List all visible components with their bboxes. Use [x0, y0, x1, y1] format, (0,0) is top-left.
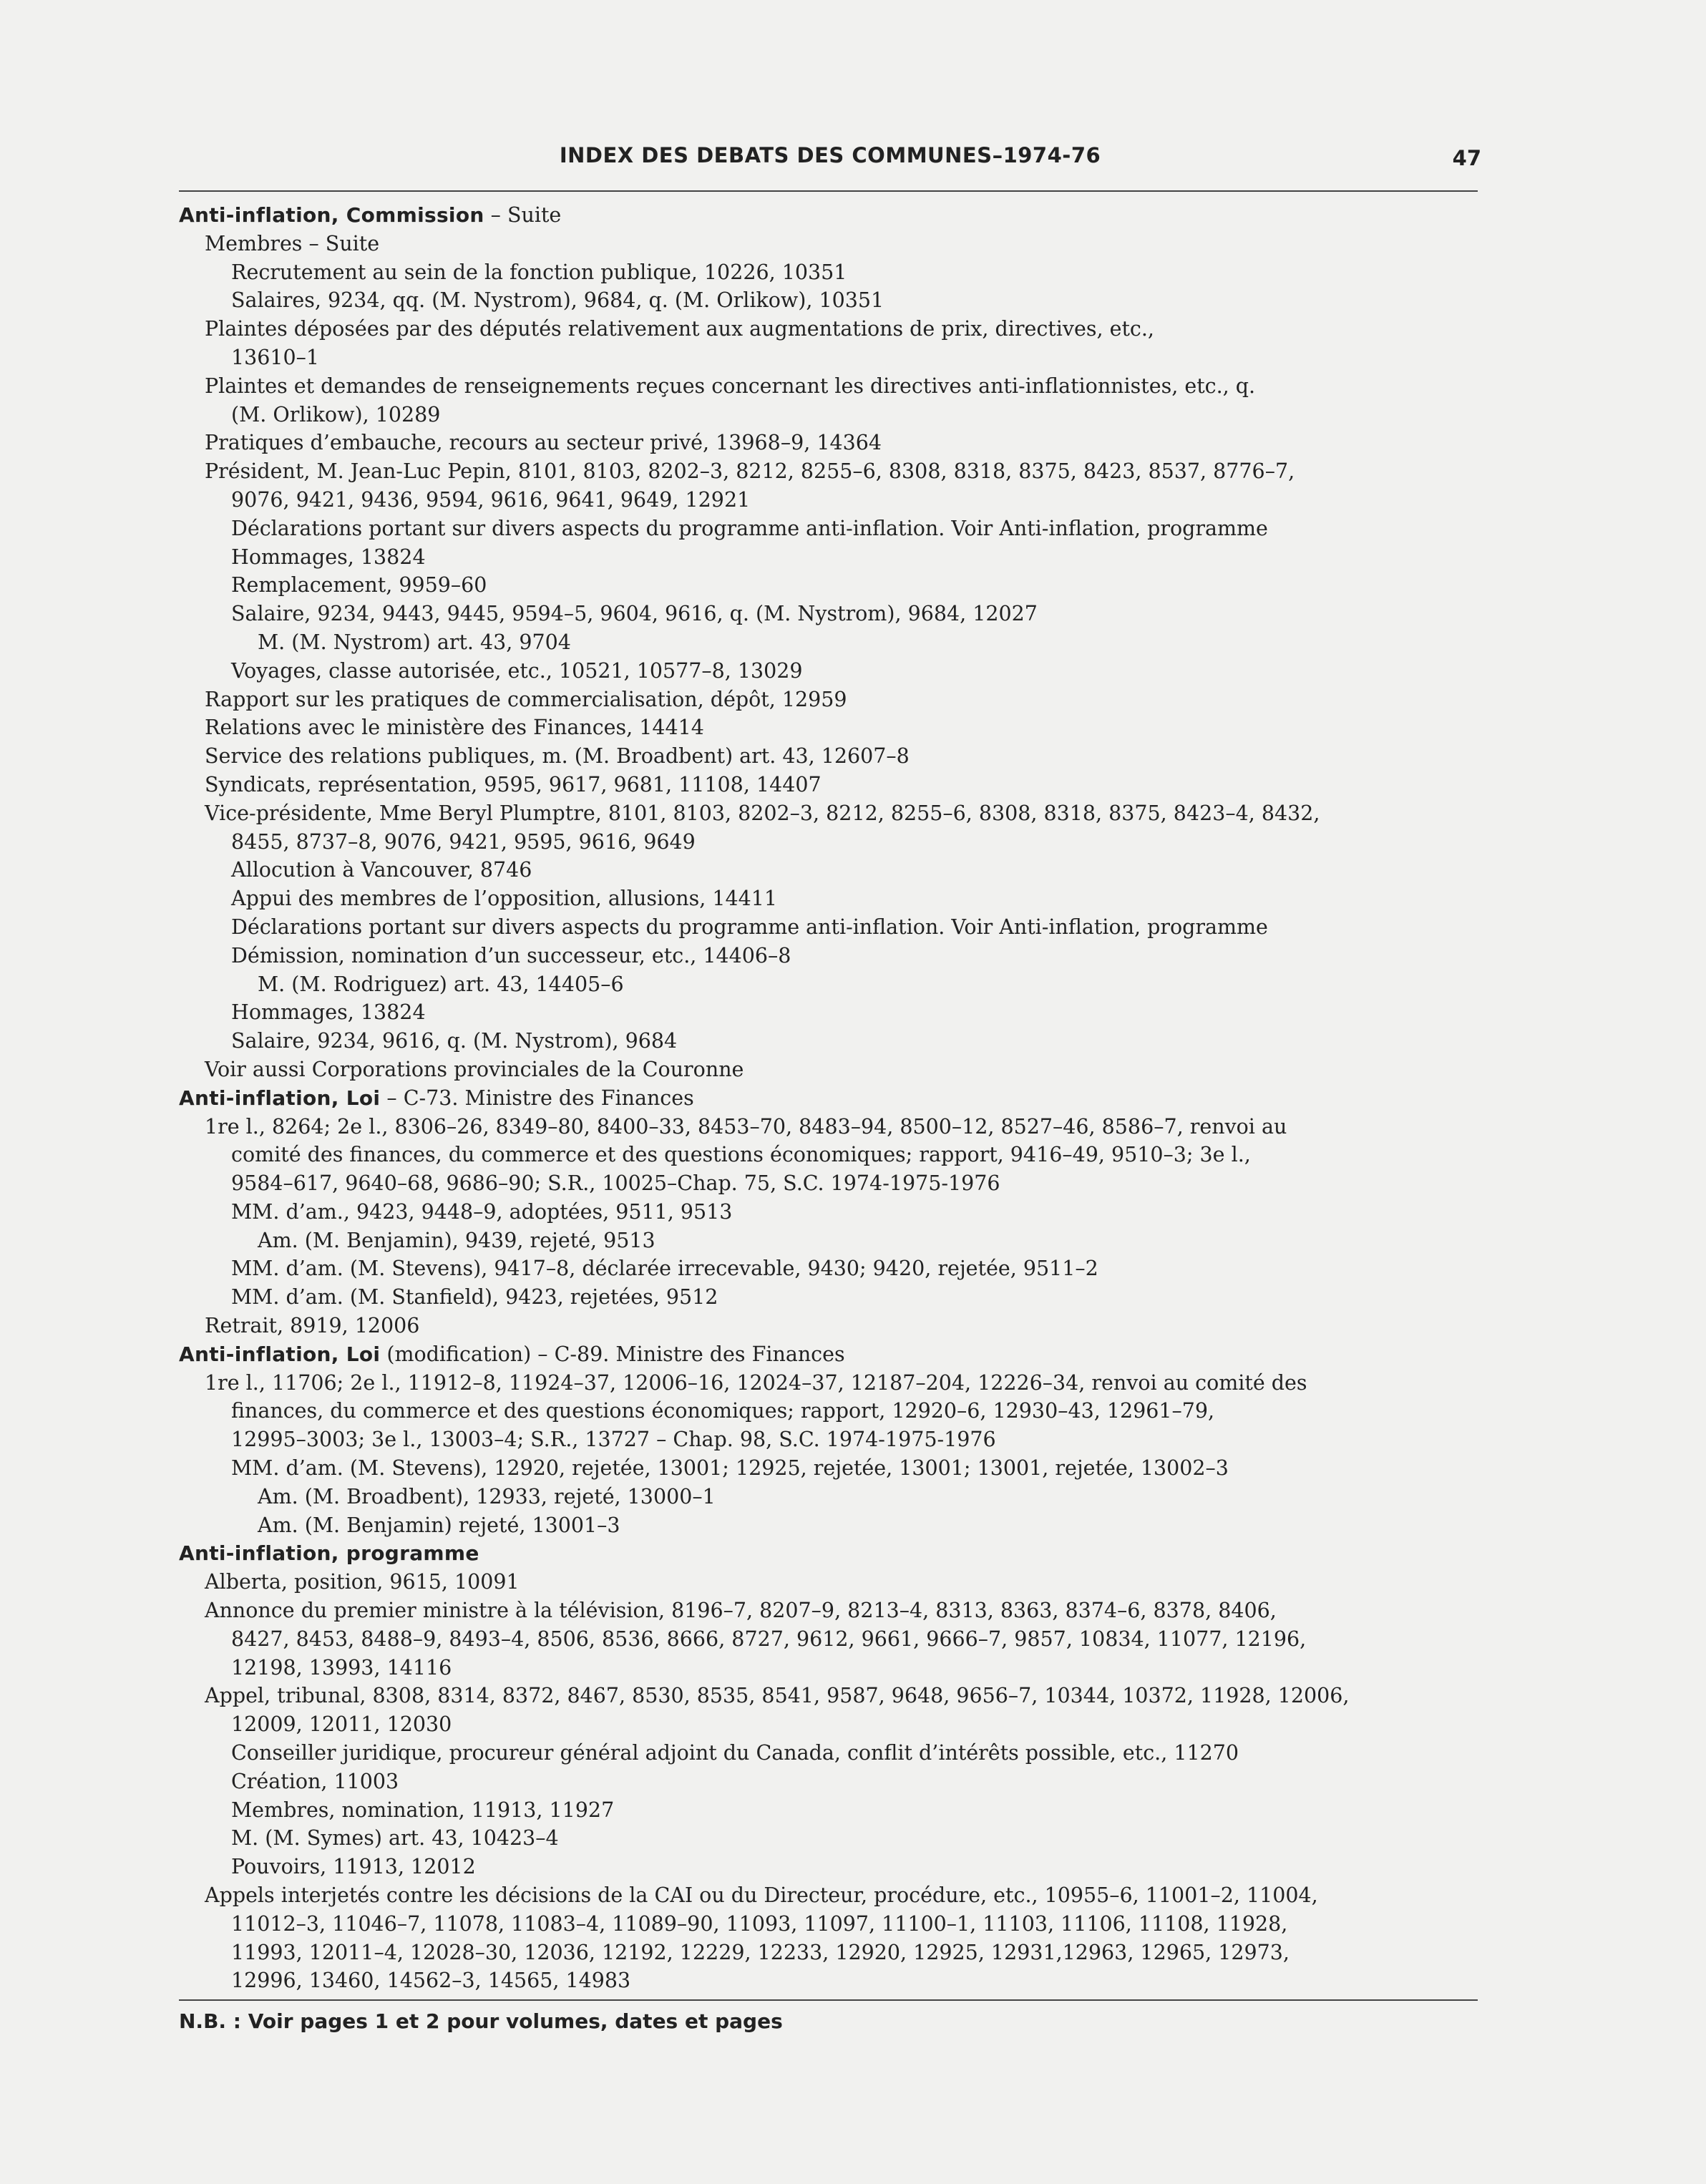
entry-text: MM. d’am. (M. Stanfield), 9423, rejetées, 9512: [231, 1285, 718, 1310]
index-entry: [179, 1113, 1510, 1141]
index-entry: [179, 1056, 1510, 1084]
entry-text: comité des finances, du commerce et des questions économiques; rapport, 9416–49, 9510–3; 3e l.,: [231, 1143, 1251, 1167]
index-entry: [179, 1824, 1510, 1853]
entry-text: Recrutement au sein de la fonction publique, 10226, 10351: [231, 260, 847, 284]
entry-text: Alberta, position, 9615, 10091: [205, 1570, 520, 1594]
index-heading-entry: [179, 1539, 1510, 1568]
index-entry: [179, 1483, 1510, 1511]
entry-text: Membres, nomination, 11913, 11927: [231, 1798, 615, 1822]
entry-text: Am. (M. Benjamin), 9439, rejeté, 9513: [258, 1228, 655, 1252]
entry-text: Appui des membres de l’opposition, allusions, 14411: [231, 887, 778, 911]
entry-text: Déclarations portant sur divers aspects du programme anti-inflation. Voir Anti-inflation, programme: [231, 915, 1268, 939]
entry-text: 12009, 12011, 12030: [231, 1712, 452, 1737]
index-entry: [179, 686, 1510, 714]
index-entry: [179, 742, 1510, 771]
entry-text: Voyages, classe autorisée, etc., 10521, 10577–8, 13029: [231, 658, 803, 683]
index-entry: [179, 942, 1510, 970]
entry-text: Salaires, 9234, qq. (M. Nystrom), 9684, q. (M. Orlikow), 10351: [231, 288, 884, 313]
index-entry: [179, 401, 1510, 429]
index-entry: [179, 457, 1510, 486]
index-entry: [179, 515, 1510, 543]
entry-text: Plaintes déposées par des députés relativement aux augmentations de prix, directives, etc.,: [205, 317, 1154, 341]
entry-heading-suffix: – Suite: [484, 203, 562, 227]
entry-text: Service des relations publiques, m. (M. Broadbent) art. 43, 12607–8: [205, 744, 910, 769]
entry-text: Syndicats, représentation, 9595, 9617, 9681, 11108, 14407: [205, 772, 822, 796]
entry-text: Appels interjetés contre les décisions de la CAI ou du Directeur, procédure, etc., 10955–6, 11001–2, 11004,: [205, 1883, 1318, 1908]
page-title: INDEX DES DEBATS DES COMMUNES–1974-76: [559, 143, 1101, 167]
entry-text: Am. (M. Benjamin) rejeté, 13001–3: [258, 1513, 620, 1537]
entry-text: 9076, 9421, 9436, 9594, 9616, 9641, 9649, 12921: [231, 487, 751, 512]
index-heading-entry: [179, 201, 1510, 230]
entry-text: Hommages, 13824: [231, 545, 426, 569]
index-entry: [179, 571, 1510, 600]
index-entry: [179, 1397, 1510, 1425]
index-entry: [179, 1198, 1510, 1227]
entry-text: Pratiques d’embauche, recours au secteur privé, 13968–9, 14364: [205, 431, 882, 455]
entry-text: Création, 11003: [231, 1769, 399, 1793]
entry-text: MM. d’am., 9423, 9448–9, adoptées, 9511, 9513: [231, 1199, 733, 1224]
entry-heading: Anti-inflation, Loi: [179, 1086, 381, 1110]
index-entry: [179, 657, 1510, 686]
index-entry: [179, 1796, 1510, 1825]
page-number: 47: [1452, 146, 1481, 170]
index-entry: [179, 799, 1510, 828]
page-header: [179, 143, 1481, 179]
entry-text: Démission, nomination d’un successeur, etc., 14406–8: [231, 943, 791, 967]
entry-text: Voir aussi Corporations provinciales de la Couronne: [205, 1057, 744, 1081]
index-entry: [179, 1910, 1510, 1939]
entry-text: Remplacement, 9959–60: [231, 573, 487, 598]
entry-text: Vice-présidente, Mme Beryl Plumptre, 8101, 8103, 8202–3, 8212, 8255–6, 8308, 8318, 8375, 8423–4, 8432,: [205, 801, 1320, 825]
index-entry: [179, 1027, 1510, 1056]
index-entries: [179, 201, 1510, 1995]
entry-text: Salaire, 9234, 9443, 9445, 9594–5, 9604, 9616, q. (M. Nystrom), 9684, 12027: [231, 602, 1038, 626]
index-entry: [179, 343, 1510, 372]
entry-text: Am. (M. Broadbent), 12933, rejeté, 13000–1: [258, 1484, 716, 1508]
entry-text: Rapport sur les pratiques de commercialisation, dépôt, 12959: [205, 687, 847, 711]
entry-text: Membres – Suite: [205, 231, 380, 255]
entry-text: Retrait, 8919, 12006: [205, 1314, 420, 1338]
index-entry: [179, 1425, 1510, 1454]
index-heading-entry: [179, 1340, 1510, 1369]
index-entry: [179, 286, 1510, 315]
footer-divider: [179, 1999, 1478, 2001]
header-divider: [179, 190, 1478, 192]
index-entry: [179, 828, 1510, 857]
index-entry: [179, 1169, 1510, 1198]
entry-text: 1re l., 8264; 2e l., 8306–26, 8349–80, 8400–33, 8453–70, 8483–94, 8500–12, 8527–46, 8586–7, renvoi au: [205, 1114, 1287, 1139]
entry-text: 12996, 13460, 14562–3, 14565, 14983: [231, 1969, 631, 1993]
entry-text: M. (M. Symes) art. 43, 10423–4: [231, 1826, 559, 1851]
index-entry: [179, 543, 1510, 572]
index-entry: [179, 1682, 1510, 1710]
entry-heading: Anti-inflation, programme: [179, 1541, 479, 1566]
index-entry: [179, 1966, 1510, 1995]
index-entry: [179, 429, 1510, 457]
footer-note: N.B. : Voir pages 1 et 2 pour volumes, dates et pages: [179, 2009, 783, 2033]
entry-text: 9584–617, 9640–68, 9686–90; S.R., 10025–Chap. 75, S.C. 1974-1975-1976: [231, 1171, 1000, 1196]
index-entry: [179, 1881, 1510, 1910]
index-entry: [179, 970, 1510, 999]
entry-text: MM. d’am. (M. Stevens), 9417–8, déclarée irrecevable, 9430; 9420, rejetée, 9511–2: [231, 1257, 1098, 1281]
index-entry: [179, 1283, 1510, 1312]
index-entry: [179, 600, 1510, 628]
index-heading-entry: [179, 1084, 1510, 1113]
entry-text: Pouvoirs, 11913, 12012: [231, 1855, 476, 1879]
index-entry: [179, 1939, 1510, 1967]
entry-text: 11012–3, 11046–7, 11078, 11083–4, 11089–90, 11093, 11097, 11100–1, 11103, 11106, 11108, 11928,: [231, 1911, 1288, 1936]
entry-text: 8427, 8453, 8488–9, 8493–4, 8506, 8536, 8666, 8727, 9612, 9661, 9666–7, 9857, 10834, 11077, 12196,: [231, 1627, 1307, 1651]
index-entry: [179, 1739, 1510, 1768]
entry-text: 12995–3003; 3e l., 13003–4; S.R., 13727 – Chap. 98, S.C. 1974-1975-1976: [231, 1428, 996, 1452]
entry-text: M. (M. Rodriguez) art. 43, 14405–6: [258, 972, 624, 996]
index-entry: [179, 913, 1510, 942]
index-entry: [179, 1710, 1510, 1739]
entry-text: Déclarations portant sur divers aspects du programme anti-inflation. Voir Anti-inflation, programme: [231, 516, 1268, 540]
entry-text: Annonce du premier ministre à la télévision, 8196–7, 8207–9, 8213–4, 8313, 8363, 8374–6, 8378, 8406,: [205, 1599, 1277, 1623]
entry-text: Conseiller juridique, procureur général adjoint du Canada, conflit d’intérêts possible, etc., 11270: [231, 1741, 1239, 1765]
entry-text: Président, M. Jean-Luc Pepin, 8101, 8103, 8202–3, 8212, 8255–6, 8308, 8318, 8375, 8423, 8537, 8776–7,: [205, 459, 1295, 484]
entry-heading-suffix: – C-73. Ministre des Finances: [380, 1086, 694, 1110]
entry-text: Allocution à Vancouver, 8746: [231, 858, 532, 882]
index-entry: [179, 230, 1510, 258]
index-entry: [179, 1853, 1510, 1881]
entry-text: 8455, 8737–8, 9076, 9421, 9595, 9616, 9649: [231, 829, 696, 854]
entry-text: (M. Orlikow), 10289: [231, 402, 441, 426]
index-entry: [179, 1254, 1510, 1283]
index-entry: [179, 998, 1510, 1027]
entry-heading: Anti-inflation, Loi: [179, 1342, 381, 1366]
entry-text: M. (M. Nystrom) art. 43, 9704: [258, 630, 571, 654]
index-entry: [179, 1312, 1510, 1340]
index-entry: [179, 486, 1510, 515]
index-entry: [179, 771, 1510, 799]
entry-heading-suffix: (modification) – C-89. Ministre des Finances: [380, 1342, 845, 1366]
entry-text: 1re l., 11706; 2e l., 11912–8, 11924–37, 12006–16, 12024–37, 12187–204, 12226–34, renvoi au comité des: [205, 1370, 1307, 1395]
index-entry: [179, 1369, 1510, 1398]
index-entry: [179, 856, 1510, 884]
entry-text: MM. d’am. (M. Stevens), 12920, rejetée, 13001; 12925, rejetée, 13001; 13001, rejetée, 13002–3: [231, 1456, 1229, 1481]
index-entry: [179, 1141, 1510, 1169]
index-entry: [179, 1511, 1510, 1540]
index-entry: [179, 315, 1510, 343]
entry-text: Salaire, 9234, 9616, q. (M. Nystrom), 9684: [231, 1029, 678, 1053]
entry-text: Hommages, 13824: [231, 1000, 426, 1025]
index-entry: [179, 1654, 1510, 1682]
index-entry: [179, 1568, 1510, 1596]
entry-text: 12198, 13993, 14116: [231, 1655, 452, 1680]
entry-text: 11993, 12011–4, 12028–30, 12036, 12192, 12229, 12233, 12920, 12925, 12931,12963, 12965, 12973,: [231, 1940, 1290, 1964]
entry-heading: Anti-inflation, Commission: [179, 203, 484, 227]
entry-text: Relations avec le ministère des Finances, 14414: [205, 716, 704, 740]
entry-text: Appel, tribunal, 8308, 8314, 8372, 8467, 8530, 8535, 8541, 9587, 9648, 9656–7, 10344, 10372, 11928, 12006,: [205, 1684, 1350, 1708]
index-entry: [179, 1768, 1510, 1796]
index-entry: [179, 1625, 1510, 1654]
index-entry: [179, 884, 1510, 913]
index-entry: [179, 372, 1510, 401]
index-entry: [179, 1596, 1510, 1625]
index-entry: [179, 1454, 1510, 1483]
index-entry: [179, 258, 1510, 287]
index-entry: [179, 628, 1510, 657]
index-entry: [179, 1227, 1510, 1255]
entry-text: Plaintes et demandes de renseignements reçues concernant les directives anti-inflationnistes, etc., q.: [205, 374, 1256, 398]
entry-text: finances, du commerce et des questions économiques; rapport, 12920–6, 12930–43, 12961–79,: [231, 1399, 1215, 1423]
index-entry: [179, 713, 1510, 742]
entry-text: 13610–1: [231, 345, 320, 369]
